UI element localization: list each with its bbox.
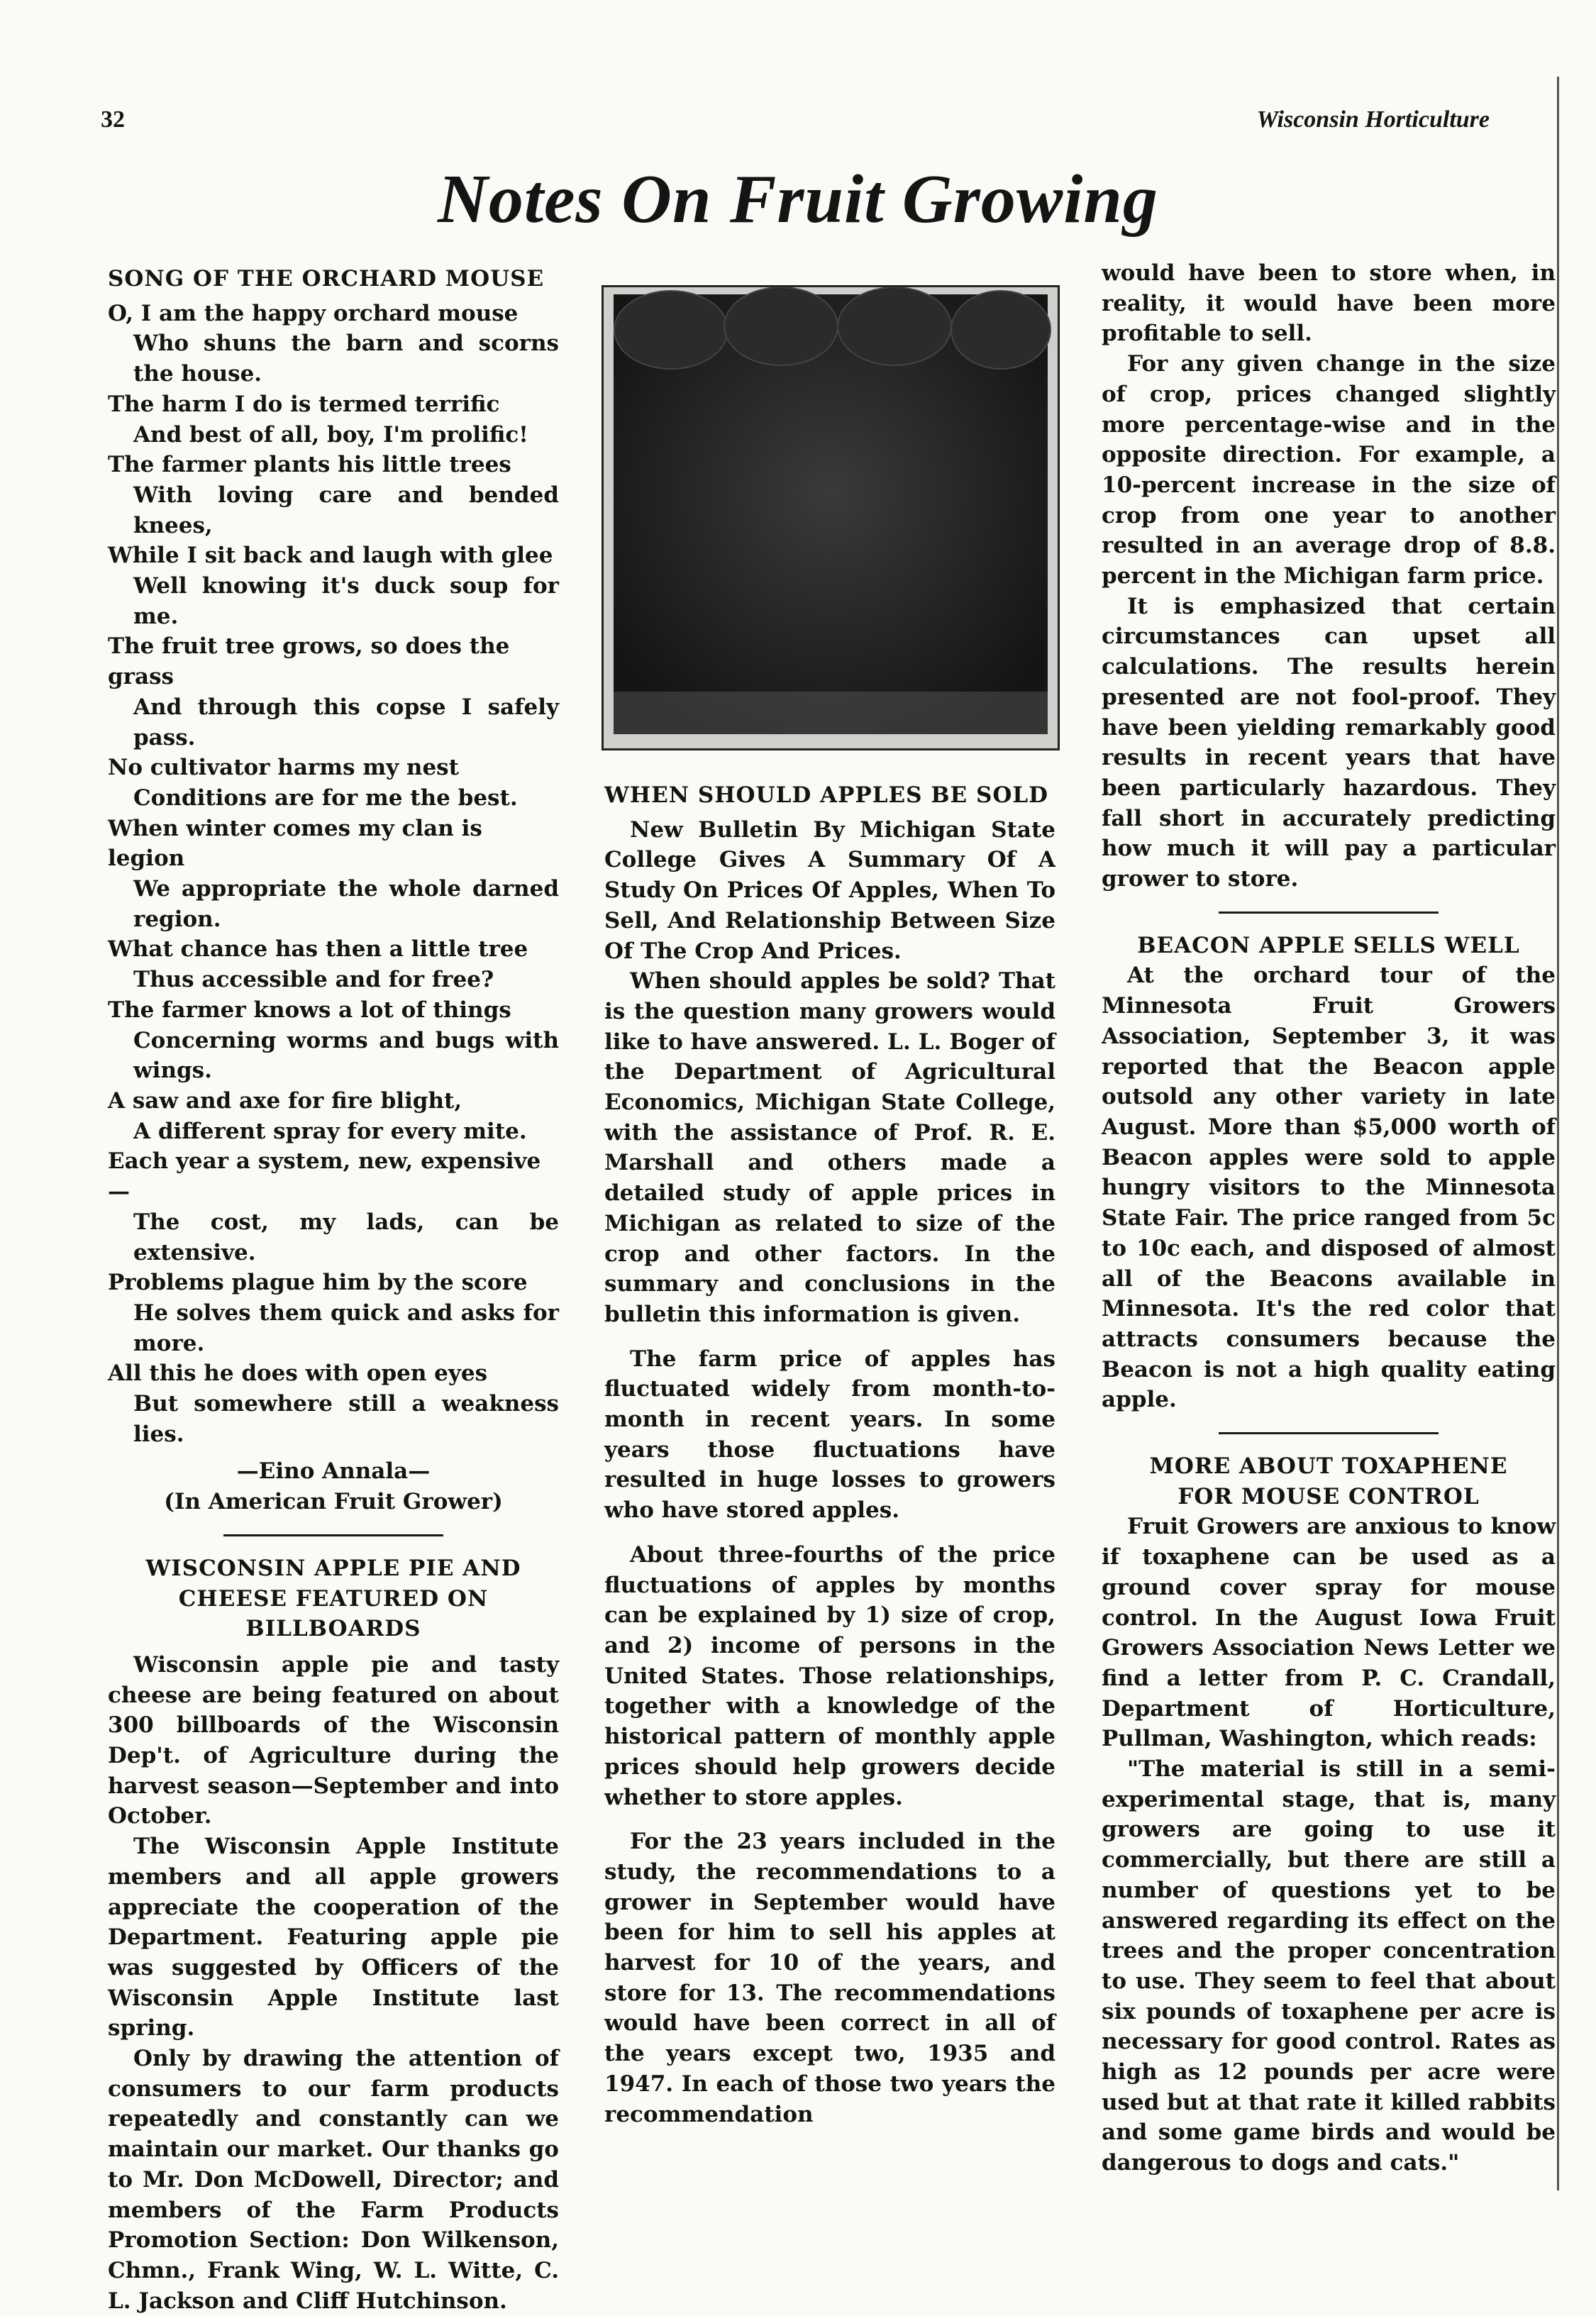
apples-sold-heading: WHEN SHOULD APPLES BE SOLD	[604, 782, 1049, 808]
poem-line: The cost, my lads, can be extensive.	[133, 1209, 559, 1265]
poem-source: (In American Fruit Grower)	[164, 1489, 503, 1515]
poem-line: When winter comes my clan is legion	[108, 815, 482, 872]
poem-line: Conditions are for me the best.	[133, 785, 518, 811]
apples-sold-continued: would have been to store when, in reality, it would have been more profitable to sell.	[1102, 260, 1556, 347]
poem-line: And best of all, boy, I'm prolific!	[133, 421, 528, 448]
poem-line: All this he does with open eyes	[108, 1361, 488, 1387]
poem-line: What chance has then a little tree	[108, 936, 528, 963]
poem-line: We appropriate the whole darned region.	[133, 876, 559, 932]
poem-line: Each year a system, new, expensive—	[108, 1148, 541, 1205]
column-middle	[604, 780, 1055, 2129]
apples-sold-subheading: New Bulletin By Michigan State College Gives A Summary Of A Study On Prices Of Apples, When To Sell, And Relationship Between Size Of The Crop And Prices.	[604, 816, 1055, 964]
poem-line: The farmer knows a lot of things	[108, 997, 511, 1023]
poem-line: But somewhere still a weakness lies.	[133, 1391, 559, 1447]
poem-line: Thus accessible and for free?	[133, 967, 494, 993]
column-left	[108, 264, 559, 2316]
apples-sold-paragraph: The farm price of apples has fluctuated widely from month-to-month in recent years. In some years those fluctuations have resulted in huge losses to growers who have stored apples.	[604, 1346, 1055, 1524]
toxaphene-paragraph: "The material is still in a semi-experimental stage, that is, many growers are going to use it commercially, but there are still a number of questions yet to be answered regarding its effect on the trees and the proper concentration to use. They seem to feel that about six pounds of toxaphene per acre is necessary for good control. Rates as high as 12 pounds per acre were used but at that rate it killed rabbits and some game birds and would be dangerous to dogs and cats."	[1102, 1756, 1556, 2176]
poem-line: And through this copse I safely pass.	[133, 694, 559, 750]
page-title: Notes On Fruit Growing	[438, 161, 1158, 238]
apples-sold-paragraph: For the 23 years included in the study, the recommendations to a grower in September would have been for him to sell his apples at harvest for 10 of the years, and store for 13. The recommendations would have been correct in all of the years except two, 1935 and 1947. In each of those two years the recommendation	[604, 1829, 1055, 2127]
poem-line: A saw and axe for fire blight,	[108, 1087, 462, 1114]
poem-line: No cultivator harms my nest	[108, 755, 459, 781]
poem-line: The harm I do is termed terrific	[108, 391, 500, 417]
section-divider	[1219, 912, 1439, 914]
poem	[108, 299, 559, 1450]
beacon-heading: BEACON APPLE SELLS WELL	[1137, 932, 1520, 958]
apples-sold-continued: For any given change in the size of crop, prices changed slightly more percentage-wise and in the opposite direction. For example, a 10-percent increase in the size of crop from one year to another resulted in an average drop of 8.8. percent in the Michigan farm price.	[1102, 351, 1556, 589]
section-divider	[1219, 1432, 1439, 1434]
poem-line: Concerning worms and bugs with wings.	[133, 1027, 559, 1084]
poem-author: —Eino Annala—	[236, 1458, 431, 1485]
apples-sold-paragraph: About three-fourths of the price fluctuations of apples by months can be explained by 1) size of crop, and 2) income of persons in the United States. Those relationships, together with a knowledge of the historical pattern of monthly apple prices should help growers decide whether to store apples.	[604, 1541, 1055, 1810]
journal-name: Wisconsin Horticulture	[1256, 106, 1490, 133]
section-divider	[223, 1534, 443, 1536]
beacon-paragraph: At the orchard tour of the Minnesota Fruit Growers Association, September 3, it was reported that the Beacon apple outsold any other variety in late August. More than $5,000 worth of Beacon apples were sold to apple hungry visitors to the Minnesota State Fair. The price ranged from 5c to 10c each, and disposed of almost all of the Beacons available in Minnesota. It's the red color that attracts consumers because the Beacon is not a high quality eating apple.	[1102, 963, 1556, 1413]
column-right	[1102, 258, 1556, 2178]
poem-line: With loving care and bended knees,	[133, 482, 559, 538]
apples-sold-continued: It is emphasized that certain circumstances can upset all calculations. The results herein presented are not fool-proof. They have been yielding remarkably good results in recent years that have been particularly hazardous. They fall short in accurately predicting how much it will pay a particular grower to store.	[1102, 593, 1556, 892]
poem-line: O, I am the happy orchard mouse	[108, 300, 519, 326]
poem-line: A different spray for every mite.	[133, 1118, 527, 1144]
apples-sold-paragraph: When should apples be sold? That is the question many growers would like to have answered. L. L. Boger of the Department of Agricultural Economics, Michigan State College, with the assistance of Prof. R. E. Marshall and others made a detailed study of apple prices in Michigan as related to size of the crop and other factors. In the summary and conclusions in the bulletin this information is given.	[604, 968, 1055, 1327]
billboards-paragraph: Wisconsin apple pie and tasty cheese are being featured on about 300 billboards of the Wisconsin Dep't. of Agriculture during the harvest season—September and into October.	[108, 1651, 559, 1829]
page-edge-line	[1557, 77, 1559, 2190]
toxaphene-heading: MORE ABOUT TOXAPHENE FOR MOUSE CONTROL	[1149, 1453, 1508, 1509]
poem-line: Problems plague him by the score	[108, 1270, 528, 1296]
page-number: 32	[101, 106, 125, 133]
toxaphene-paragraph: Fruit Growers are anxious to know if toxaphene can be used as a ground cover spray for mouse control. In the August Iowa Fruit Growers Association News Letter we find a letter from P. C. Crandall, Department of Horticulture, Pullman, Washington, which reads:	[1102, 1514, 1556, 1752]
billboards-paragraph: The Wisconsin Apple Institute members and all apple growers appreciate the cooperation of the Department. Featuring apple pie was suggested by Officers of the Wisconsin Apple Institute last spring.	[108, 1834, 559, 2041]
poem-title: SONG OF THE ORCHARD MOUSE	[108, 266, 545, 292]
poem-line: He solves them quick and asks for more.	[133, 1300, 559, 1356]
poem-line: While I sit back and laugh with glee	[108, 543, 553, 569]
billboards-heading: WISCONSIN APPLE PIE AND CHEESE FEATURED ON BILLBOARDS	[145, 1555, 521, 1642]
poem-line: Who shuns the barn and scorns the house.	[133, 331, 559, 387]
poem-line: Well knowing it's duck soup for me.	[133, 573, 559, 629]
poem-line: The fruit tree grows, so does the grass	[108, 633, 510, 690]
poem-line: The farmer plants his little trees	[108, 452, 511, 478]
apple-crate-photo	[602, 285, 1060, 750]
billboards-paragraph: Only by drawing the attention of consumers to our farm products repeatedly and constantly can we maintain our market. Our thanks go to Mr. Don McDowell, Director; and members of the Farm Products Promotion Section: Don Wilkenson, Chmn., Frank Wing, W. L. Witte, C. L. Jackson and Cliff Hutchinson.	[108, 2046, 559, 2314]
